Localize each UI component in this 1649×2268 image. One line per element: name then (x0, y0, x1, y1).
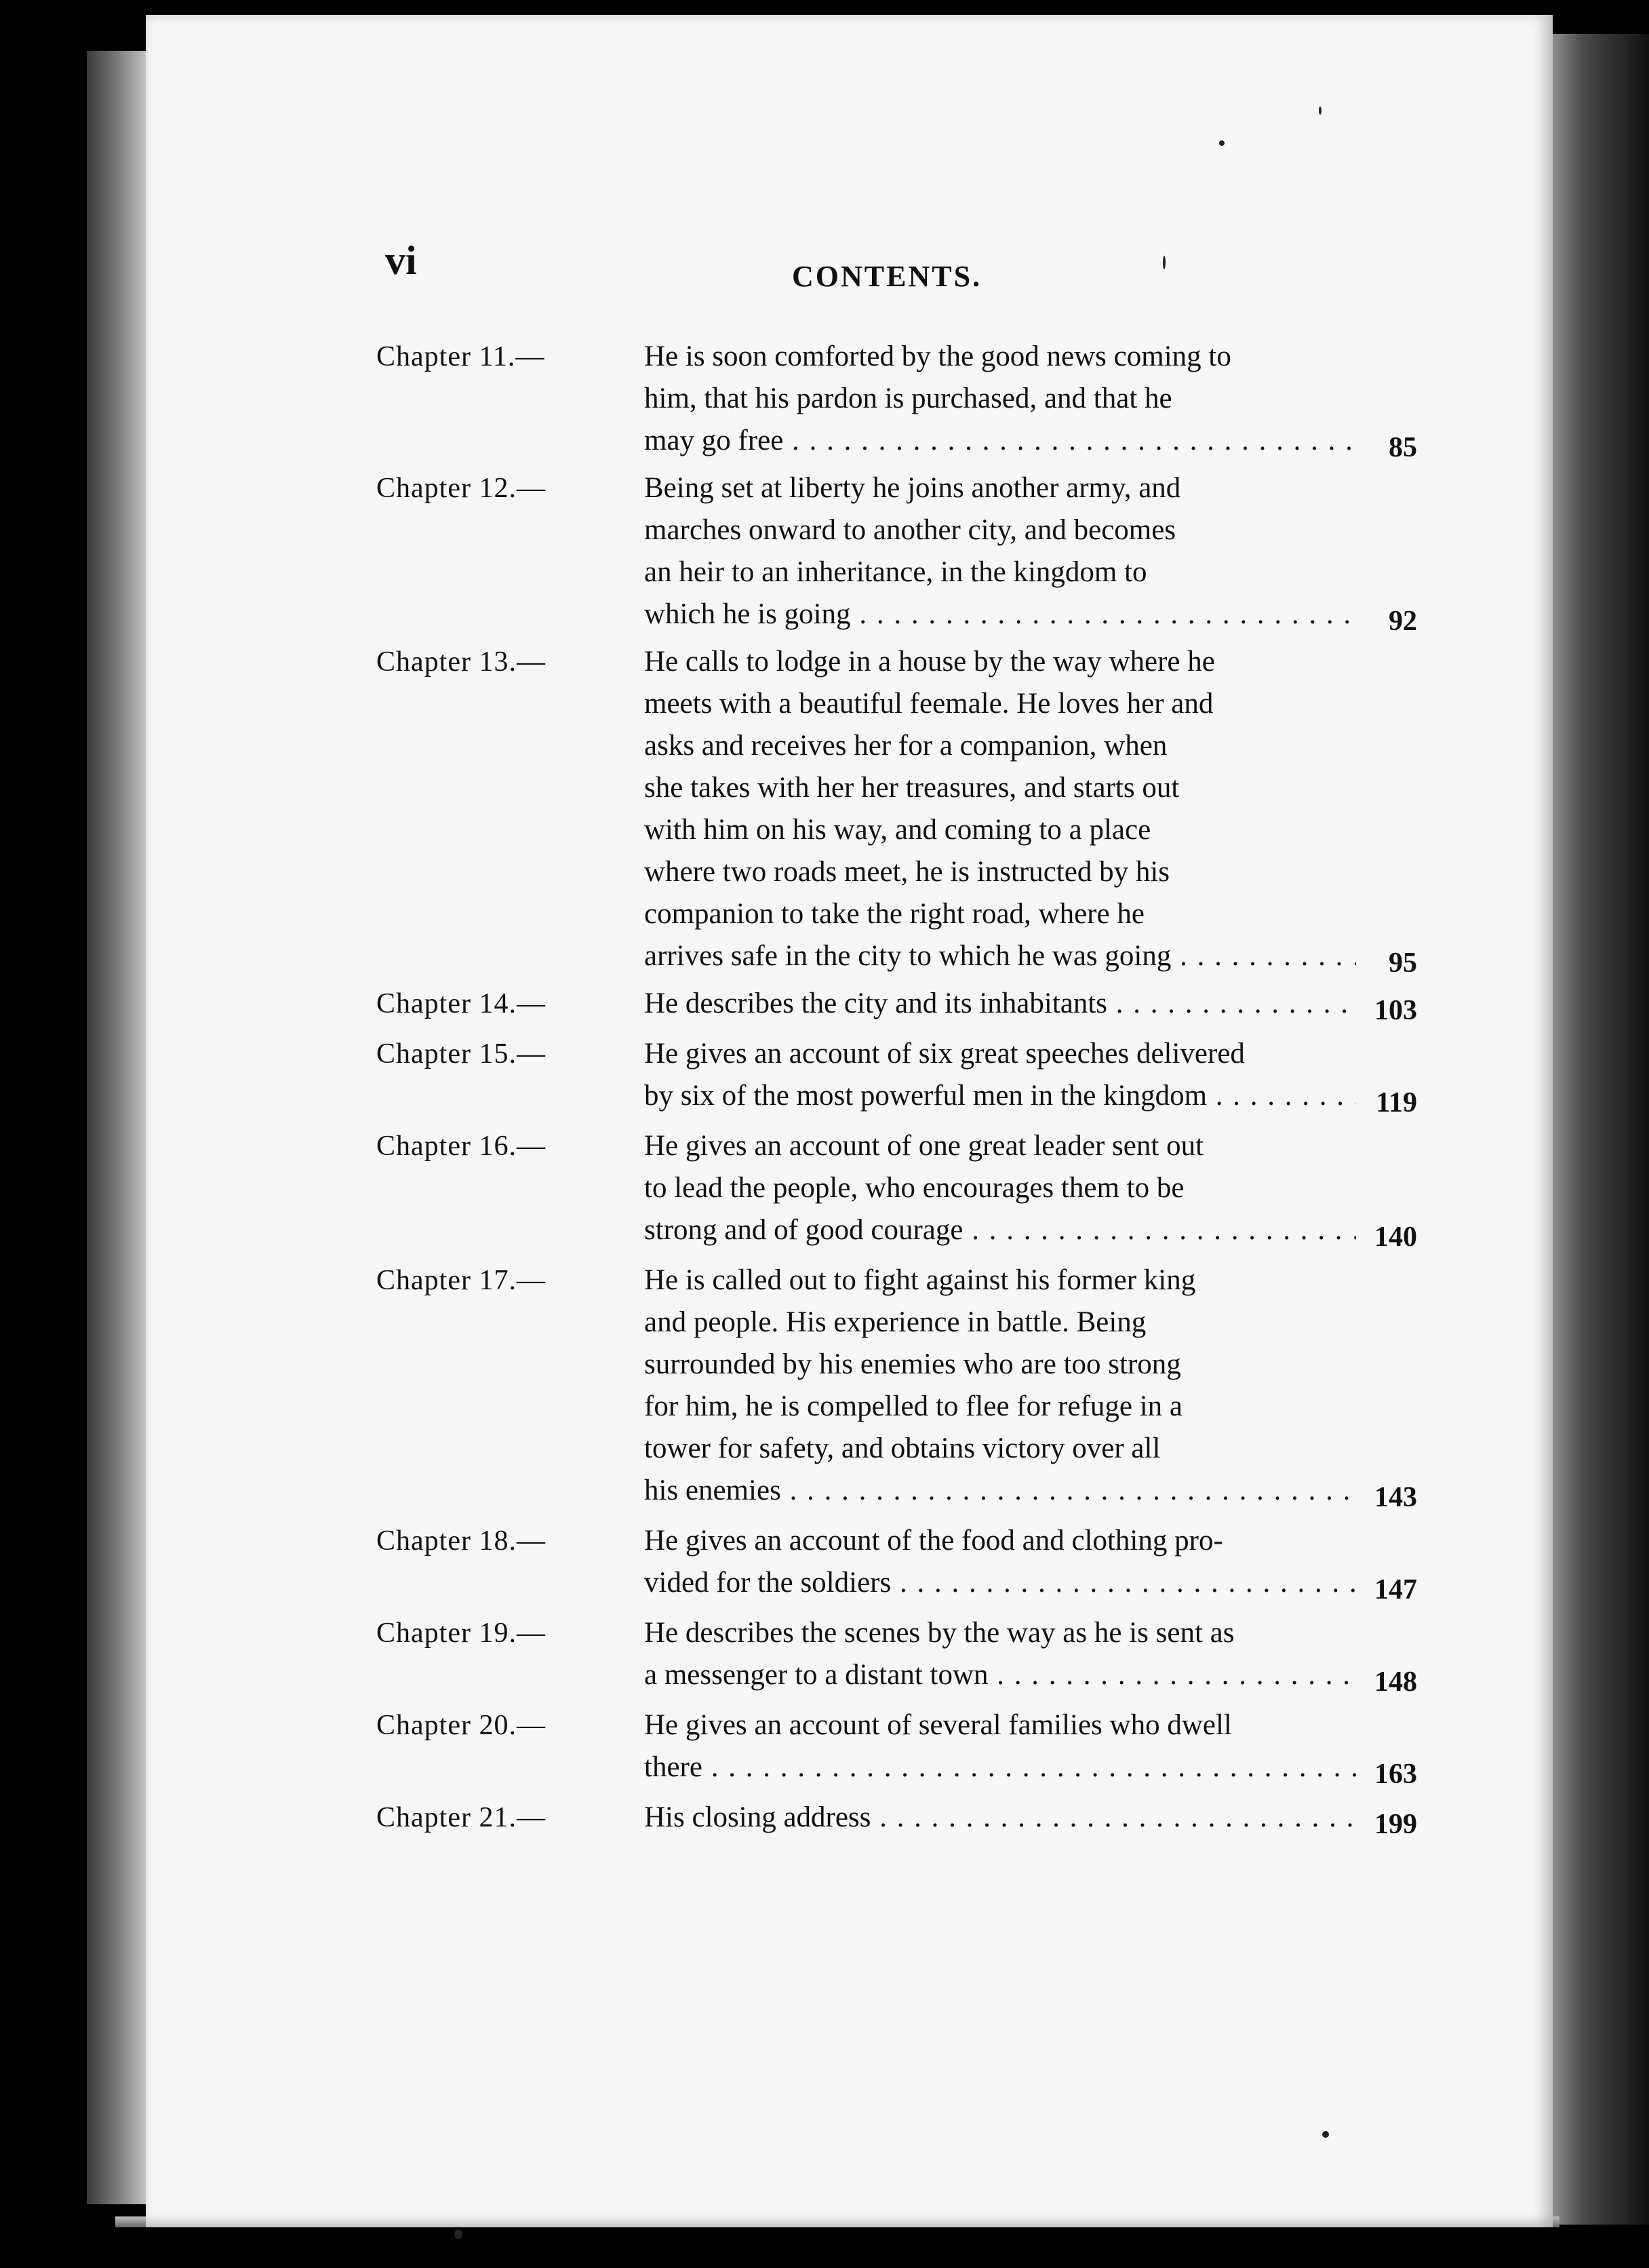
page-number: 140 (1374, 1221, 1417, 1253)
summary-line: Being set at liberty he joins another army, and (644, 472, 1181, 504)
dust-speck (1219, 140, 1225, 146)
chapter-summary (644, 641, 1356, 977)
toc-entry (376, 467, 1417, 636)
summary-line: with him on his way, and coming to a place (644, 814, 1151, 846)
chapter-summary (644, 467, 1356, 636)
summary-line-with-leader: which he is going . . . (644, 593, 1356, 636)
toc-entry (376, 1797, 1417, 1839)
book-spine-shadow (87, 51, 155, 2204)
summary-line: He gives an account of one great leader sent out (644, 1130, 1204, 1162)
toc-entry (376, 1125, 1417, 1251)
summary-line: him, that his pardon is purchased, and that he (644, 383, 1172, 414)
toc-entry (376, 1704, 1417, 1788)
chapter-label: Chapter 18.— (376, 1525, 546, 1557)
chapter-summary (644, 1612, 1356, 1696)
chapter-label: Chapter 19.— (376, 1618, 546, 1649)
chapter-summary (644, 1259, 1356, 1512)
toc-entry (376, 1259, 1417, 1512)
summary-line: He calls to lodge in a house by the way where he (644, 646, 1215, 678)
summary-line: where two roads meet, he is instructed by his (644, 856, 1170, 888)
page-number: 148 (1374, 1666, 1417, 1698)
summary-line-with-leader: there . . . (644, 1746, 1356, 1788)
chapter-summary (644, 336, 1356, 462)
chapter-summary (644, 1704, 1356, 1788)
toc-entry (376, 1612, 1417, 1696)
summary-line-with-leader: His closing address . . . (644, 1797, 1356, 1839)
chapter-summary (644, 1797, 1356, 1839)
summary-line: meets with a beautiful feemale. He loves her and (644, 688, 1214, 720)
chapter-summary (644, 983, 1356, 1025)
page-number: 163 (1374, 1759, 1417, 1790)
summary-line: He is called out to fight against his former king (644, 1264, 1196, 1296)
summary-line: to lead the people, who encourages them to be (644, 1172, 1185, 1204)
summary-line: for him, he is compelled to flee for refuge in a (644, 1390, 1183, 1422)
summary-line-with-leader: his enemies . . . (644, 1470, 1356, 1512)
summary-line: He gives an account of six great speeches delivered (644, 1038, 1245, 1070)
dust-speck (1163, 256, 1166, 269)
page-edge-right (1547, 34, 1649, 2225)
summary-line: surrounded by his enemies who are too strong (644, 1348, 1181, 1380)
page-number: 103 (1374, 995, 1417, 1026)
page-folio: vi (385, 238, 417, 283)
chapter-label: Chapter 15.— (376, 1038, 546, 1070)
summary-line: He describes the scenes by the way as he is sent as (644, 1617, 1235, 1649)
summary-line: asks and receives her for a companion, when (644, 730, 1168, 762)
summary-line-with-leader: He describes the city and its inhabitants . . . (644, 983, 1356, 1025)
chapter-label: Chapter 17.— (376, 1265, 546, 1296)
summary-line-with-leader: may go free . . . (644, 420, 1356, 462)
chapter-label: Chapter 11.— (376, 341, 545, 372)
page-number: 143 (1374, 1482, 1417, 1513)
summary-line: marches onward to another city, and becomes (644, 514, 1176, 546)
summary-line: companion to take the right road, where he (644, 898, 1145, 930)
chapter-summary (644, 1033, 1356, 1117)
summary-line: she takes with her her treasures, and starts out (644, 772, 1180, 804)
dust-speck (1322, 2131, 1329, 2138)
toc-entry (376, 336, 1417, 462)
summary-line-with-leader: a messenger to a distant town . . . (644, 1654, 1356, 1696)
summary-line: He gives an account of several families who dwell (644, 1709, 1232, 1741)
summary-line: and people. His experience in battle. Being (644, 1306, 1147, 1338)
chapter-label: Chapter 12.— (376, 473, 546, 504)
chapter-summary (644, 1520, 1356, 1604)
toc-entry (376, 641, 1417, 977)
summary-line-with-leader: by six of the most powerful men in the kingdom . . . (644, 1075, 1356, 1117)
dust-speck (454, 2229, 462, 2239)
chapter-label: Chapter 20.— (376, 1710, 546, 1741)
summary-line-with-leader: strong and of good courage . . . (644, 1209, 1356, 1251)
page-number: 92 (1389, 606, 1417, 637)
page-number: 85 (1389, 432, 1417, 463)
summary-line-with-leader: vided for the soldiers . . . (644, 1562, 1356, 1604)
chapter-label: Chapter 14.— (376, 988, 546, 1019)
chapter-summary (644, 1125, 1356, 1251)
chapter-label: Chapter 13.— (376, 646, 546, 678)
toc-entry (376, 983, 1417, 1025)
dust-speck (1319, 106, 1322, 115)
running-title: CONTENTS. (792, 260, 982, 293)
summary-line: He gives an account of the food and clothing pro- (644, 1525, 1223, 1557)
chapter-label: Chapter 16.— (376, 1131, 546, 1162)
toc-entry (376, 1520, 1417, 1604)
summary-line: tower for safety, and obtains victory over all (644, 1432, 1161, 1464)
page-number: 147 (1374, 1574, 1417, 1605)
page-number: 95 (1389, 947, 1417, 979)
page-number: 119 (1376, 1087, 1417, 1118)
summary-line-with-leader: arrives safe in the city to which he was going . . . (644, 935, 1356, 977)
page-number: 199 (1374, 1809, 1417, 1840)
table-of-contents (376, 336, 1417, 1847)
chapter-label: Chapter 21.— (376, 1802, 546, 1833)
summary-line: He is soon comforted by the good news coming to (644, 340, 1231, 372)
toc-entry (376, 1033, 1417, 1117)
summary-line: an heir to an inheritance, in the kingdom to (644, 556, 1147, 588)
